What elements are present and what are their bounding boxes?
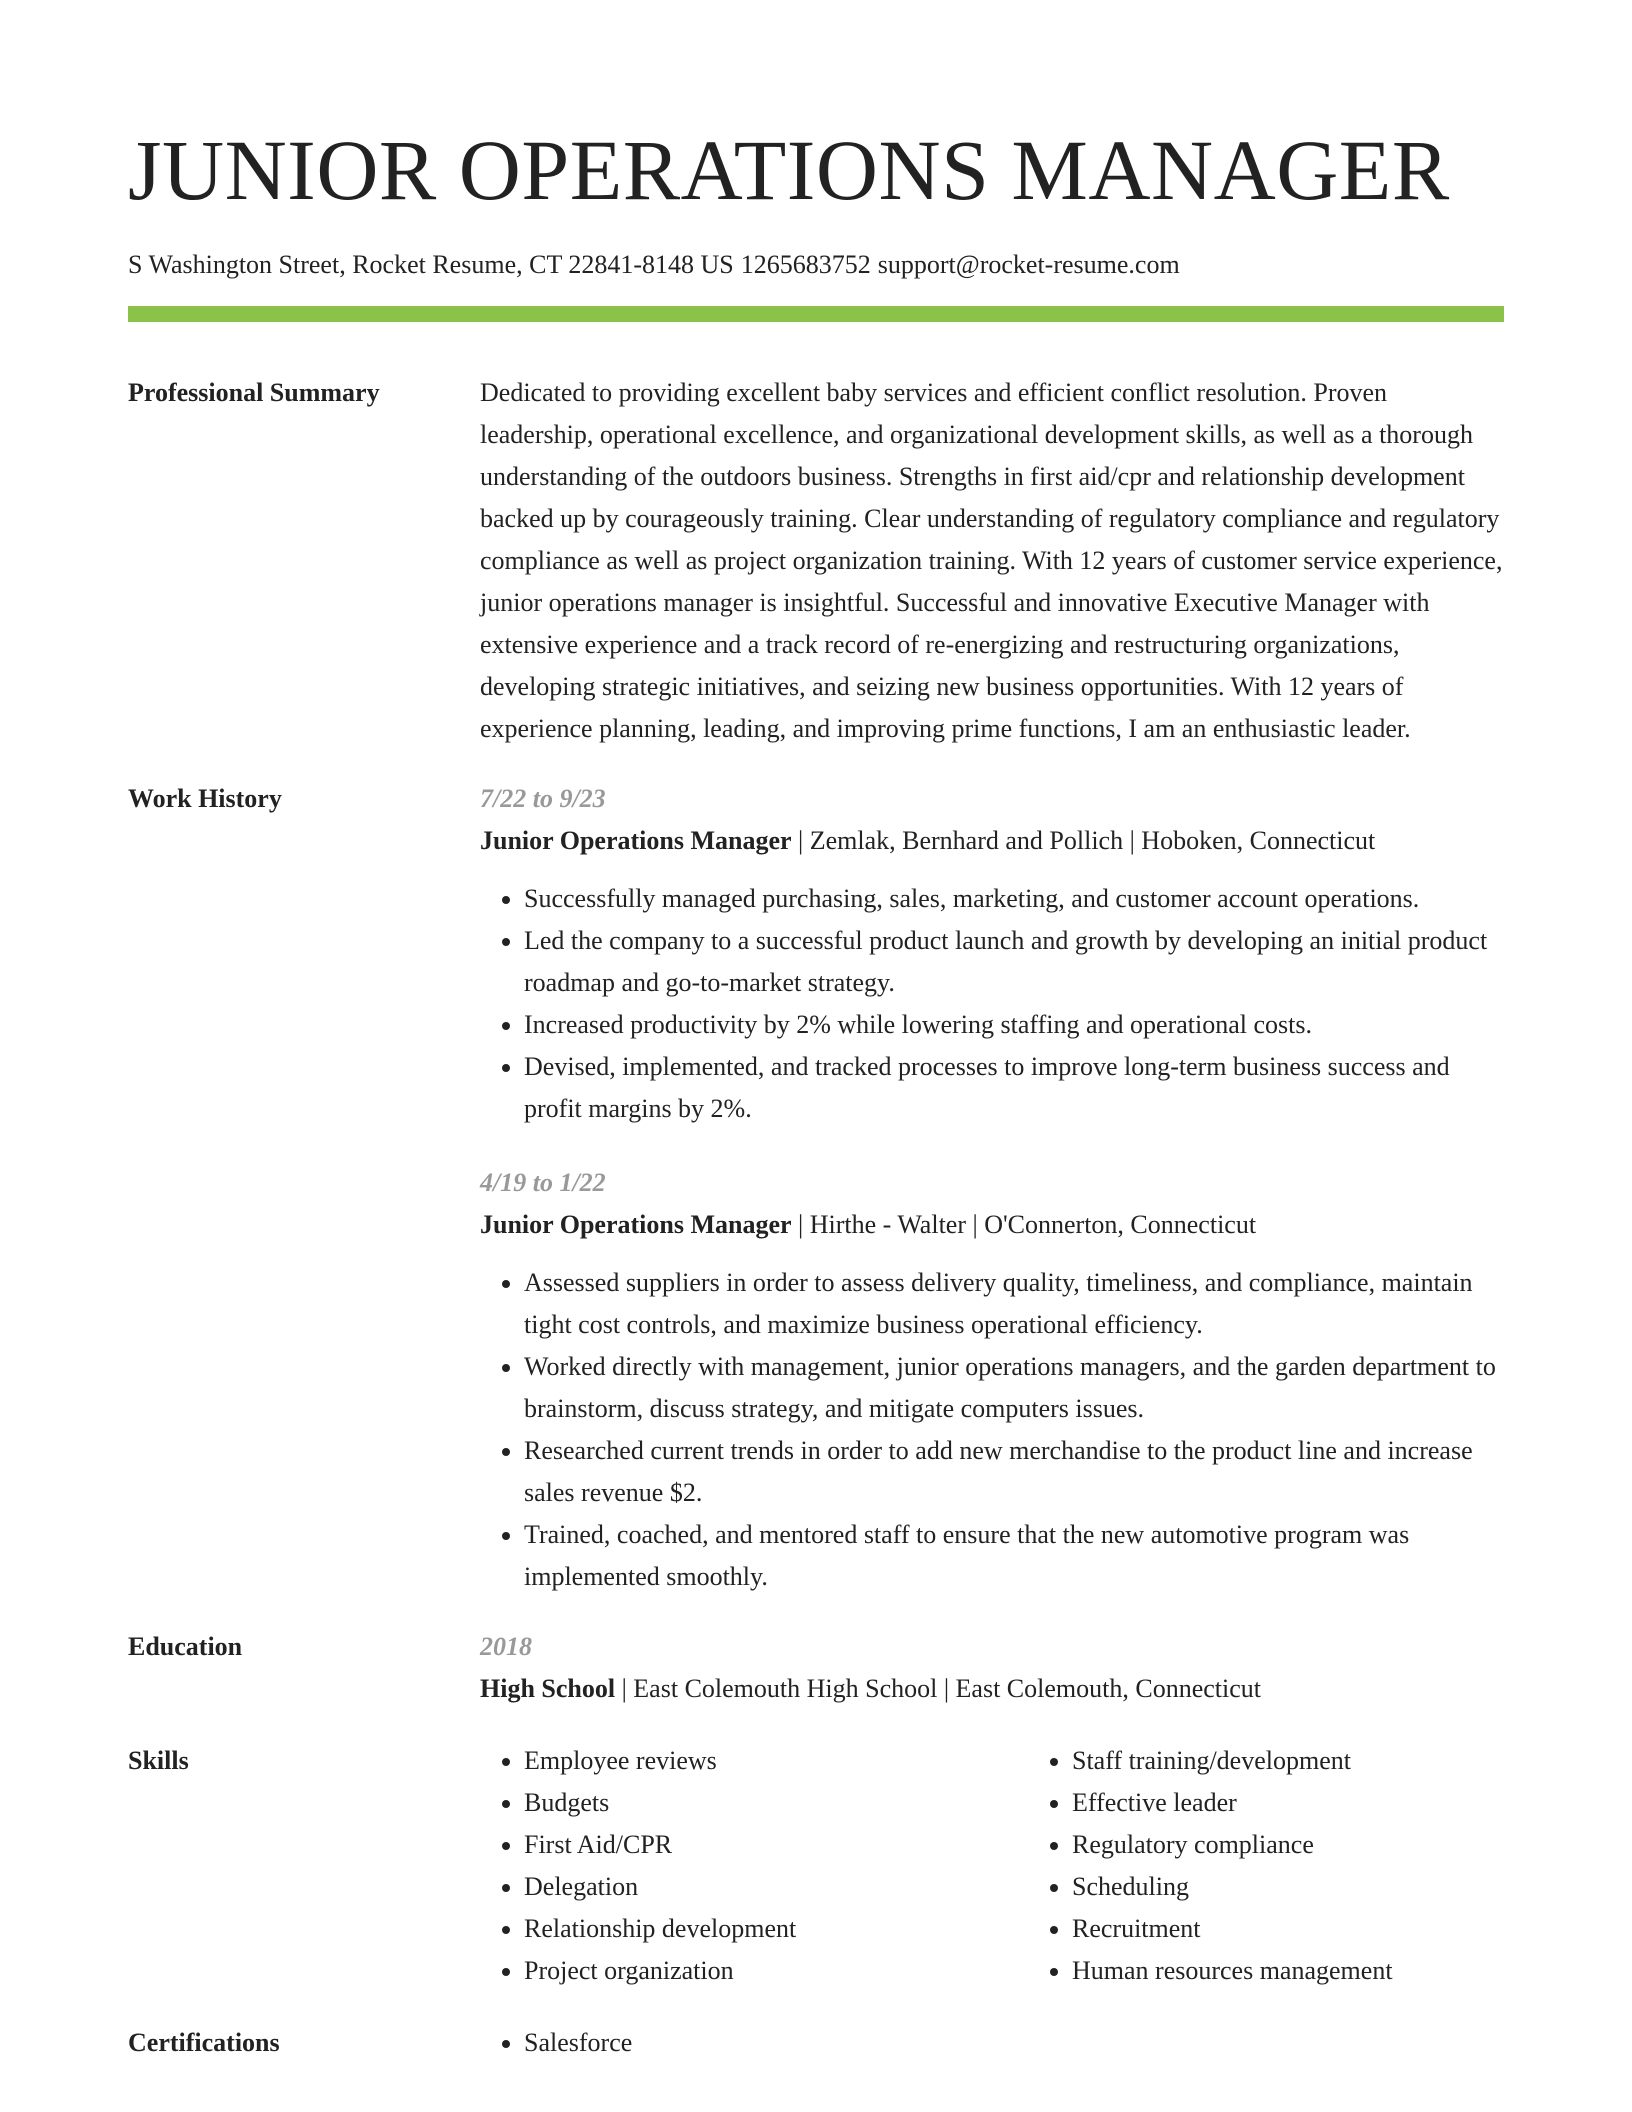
job-entry	[480, 1162, 1504, 1598]
section-title: Skills	[128, 1746, 189, 1775]
list-item: • Worked directly with management, junior operations managers, and the garden department to brainstorm, discuss strategy, and mitigate computers issues.	[524, 1346, 1504, 1430]
skill-item: • Human resources management	[1072, 1950, 1576, 1992]
address: S Washington Street, Rocket Resume, CT 22841-8148 US	[128, 250, 734, 279]
list-item: • Increased productivity by 2% while lowering staffing and operational costs.	[524, 1004, 1504, 1046]
skill-item: • Employee reviews	[524, 1740, 1028, 1782]
section-title: Education	[128, 1632, 243, 1661]
education-section	[128, 1626, 1504, 1710]
certification-item: • Salesforce	[524, 2022, 1504, 2064]
job-role: Junior Operations Manager	[480, 826, 792, 855]
skill-item: • Effective leader	[1072, 1782, 1576, 1824]
education-degree: High School	[480, 1674, 616, 1703]
education-body	[480, 1626, 1504, 1710]
list-item: • Devised, implemented, and tracked processes to improve long-term business success and profit margins by 2%.	[524, 1046, 1504, 1130]
skill-item: • Recruitment	[1072, 1908, 1576, 1950]
section-title: Work History	[128, 784, 282, 813]
job-bullets	[480, 1262, 1504, 1598]
skill-item: • Relationship development	[524, 1908, 1028, 1950]
job-details: | Hirthe - Walter | O'Connerton, Connecticut	[791, 1210, 1257, 1239]
skill-item: • Project organization	[524, 1950, 1028, 1992]
certifications-list	[480, 2022, 1504, 2064]
certifications-section	[128, 2022, 1504, 2064]
resume-title: JUNIOR OPERATIONS MANAGER	[128, 122, 1450, 218]
skill-item: • Delegation	[524, 1866, 1028, 1908]
education-heading	[480, 1668, 1504, 1710]
phone: 1265683752	[740, 250, 871, 279]
work-history-section	[128, 778, 1504, 1598]
list-item: • Researched current trends in order to add new merchandise to the product line and increase sales revenue $2.	[524, 1430, 1504, 1514]
summary-section	[128, 372, 1504, 750]
skill-item: • Regulatory compliance	[1072, 1824, 1576, 1866]
skill-item: • First Aid/CPR	[524, 1824, 1028, 1866]
skill-item: • Scheduling	[1072, 1866, 1576, 1908]
accent-divider	[128, 306, 1504, 322]
education-year: 2018	[480, 1632, 532, 1661]
skill-item: • Staff training/development	[1072, 1740, 1576, 1782]
job-details: | Zemlak, Bernhard and Pollich | Hoboken, Connecticut	[791, 826, 1376, 855]
job-role: Junior Operations Manager	[480, 1210, 792, 1239]
summary-text: Dedicated to providing excellent baby services and efficient conflict resolution. Proven leadership, operational excellence, and organizational development skills, as well as a thorough understanding of the outdoors business. Strengths in first aid/cpr and relationship development backed up by courageously training. Clear understanding of regulatory compliance and regulatory compliance as well as project organization training. With 12 years of customer service experience, junior operations manager is insightful. Successful and innovative Executive Manager with extensive experience and a track record of re-energizing and restructuring organizations, developing strategic initiatives, and seizing new business opportunities. With 12 years of experience planning, leading, and improving prime functions, I am an enthusiastic leader.	[480, 378, 1503, 743]
job-dates: 7/22 to 9/23	[480, 784, 606, 813]
list-item: • Assessed suppliers in order to assess delivery quality, timeliness, and compliance, maintain tight cost controls, and maximize business operational efficiency.	[524, 1262, 1504, 1346]
skills-list-left	[480, 1740, 1028, 1992]
education-details: | East Colemouth High School | East Colemouth, Connecticut	[615, 1674, 1261, 1703]
list-item: • Led the company to a successful product launch and growth by developing an initial product roadmap and go-to-market strategy.	[524, 920, 1504, 1004]
skills-section	[128, 1740, 1504, 1992]
skills-list-right	[1028, 1740, 1576, 1992]
section-title: Certifications	[128, 2028, 280, 2057]
work-history-body	[480, 778, 1504, 1598]
certifications-body	[480, 2022, 1504, 2064]
job-dates: 4/19 to 1/22	[480, 1168, 606, 1197]
job-entry	[480, 778, 1504, 1130]
list-item: • Successfully managed purchasing, sales, marketing, and customer account operations.	[524, 878, 1504, 920]
job-bullets	[480, 878, 1504, 1130]
resume-page	[128, 0, 1504, 2064]
skills-body	[480, 1740, 1576, 1992]
section-title: Professional Summary	[128, 378, 380, 407]
job-heading	[480, 1204, 1504, 1246]
list-item: • Trained, coached, and mentored staff to ensure that the new automotive program was implemented smoothly.	[524, 1514, 1504, 1598]
email: support@rocket-resume.com	[877, 250, 1180, 279]
skill-item: • Budgets	[524, 1782, 1028, 1824]
job-heading	[480, 820, 1504, 862]
contact-line	[128, 248, 1504, 282]
